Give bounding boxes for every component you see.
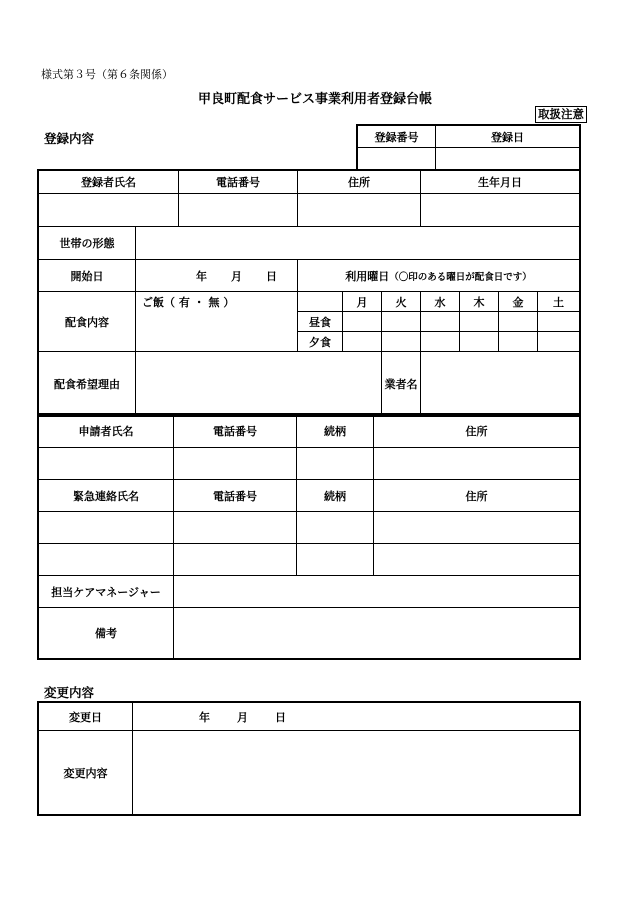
emergency2-phone-field[interactable] <box>174 544 297 576</box>
registration-section-title: 登録内容 <box>44 131 95 146</box>
weekday-wed: 水 <box>421 292 460 312</box>
registrant-table <box>38 170 580 416</box>
col-phone: 電話番号 <box>179 171 298 194</box>
col-birthdate: 生年月日 <box>421 171 580 194</box>
care-manager-field[interactable] <box>174 576 580 608</box>
start-day-label: 日 <box>266 269 277 283</box>
change-date-label: 変更日 <box>39 703 133 731</box>
page-title: 甲良町配食サービス事業利用者登録台帳 <box>197 92 432 107</box>
lunch-wed[interactable] <box>421 312 460 332</box>
applicant-name-field[interactable] <box>39 448 174 480</box>
emergency2-address-field[interactable] <box>374 544 580 576</box>
dinner-mon[interactable] <box>343 332 382 352</box>
dinner-label: 夕食 <box>298 332 343 352</box>
reg-date-field[interactable] <box>436 148 580 170</box>
weekday-thu: 木 <box>460 292 499 312</box>
change-day-label: 日 <box>275 710 286 724</box>
emergency-name-header: 緊急連絡氏名 <box>39 480 174 512</box>
reason-label: 配食希望理由 <box>39 352 136 416</box>
care-manager-label: 担当ケアマネージャー <box>39 576 174 608</box>
form-number: 様式第３号（第６条関係） <box>41 68 173 81</box>
reason-field[interactable] <box>136 352 382 416</box>
weekday-tue: 火 <box>382 292 421 312</box>
applicant-name-header: 申請者氏名 <box>39 415 174 448</box>
reg-number-label: 登録番号 <box>358 126 436 148</box>
lunch-thu[interactable] <box>460 312 499 332</box>
change-content-label: 変更内容 <box>39 731 133 815</box>
lunch-tue[interactable] <box>382 312 421 332</box>
emergency-phone-header: 電話番号 <box>174 480 297 512</box>
change-content-field[interactable] <box>133 731 580 815</box>
changes-table <box>38 702 580 815</box>
change-month-label: 月 <box>237 710 248 724</box>
weekday-mon: 月 <box>343 292 382 312</box>
emergency2-name-field[interactable] <box>39 544 174 576</box>
applicant-address-header: 住所 <box>374 415 580 448</box>
emergency2-relation-field[interactable] <box>297 544 374 576</box>
remarks-field[interactable] <box>174 608 580 659</box>
change-date-field[interactable] <box>133 703 580 731</box>
applicant-phone-field[interactable] <box>174 448 297 480</box>
change-year-label: 年 <box>199 710 210 724</box>
col-registrant-name: 登録者氏名 <box>39 171 179 194</box>
dinner-tue[interactable] <box>382 332 421 352</box>
applicant-relation-field[interactable] <box>297 448 374 480</box>
contact-table <box>38 414 580 659</box>
applicant-phone-header: 電話番号 <box>174 415 297 448</box>
changes-section-title: 変更内容 <box>44 685 95 700</box>
start-date-label: 開始日 <box>39 260 136 292</box>
registrant-phone-field[interactable] <box>179 194 298 227</box>
registrant-name-field[interactable] <box>39 194 179 227</box>
vendor-field[interactable] <box>421 352 580 416</box>
household-label: 世帯の形態 <box>39 227 136 260</box>
weekday-blank <box>298 292 343 312</box>
applicant-relation-header: 続柄 <box>297 415 374 448</box>
reg-date-label: 登録日 <box>436 126 580 148</box>
vendor-label: 業者名 <box>382 352 421 416</box>
lunch-mon[interactable] <box>343 312 382 332</box>
registrant-birthdate-field[interactable] <box>421 194 580 227</box>
start-month-label: 月 <box>231 269 242 283</box>
dinner-wed[interactable] <box>421 332 460 352</box>
usage-day-label: 利用曜日 <box>345 269 390 283</box>
emergency1-address-field[interactable] <box>374 512 580 544</box>
reg-number-field[interactable] <box>358 148 436 170</box>
usage-day-header <box>298 260 580 292</box>
lunch-sat[interactable] <box>538 312 580 332</box>
emergency1-name-field[interactable] <box>39 512 174 544</box>
applicant-address-field[interactable] <box>374 448 580 480</box>
remarks-label: 備考 <box>39 608 174 659</box>
registrant-address-field[interactable] <box>298 194 421 227</box>
emergency-relation-header: 続柄 <box>297 480 374 512</box>
lunch-label: 昼食 <box>298 312 343 332</box>
rice-option[interactable]: ご飯（ 有 ・ 無 ） <box>136 292 298 352</box>
emergency1-relation-field[interactable] <box>297 512 374 544</box>
emergency1-phone-field[interactable] <box>174 512 297 544</box>
start-date-field[interactable] <box>136 260 298 292</box>
registration-id-table <box>357 125 580 170</box>
start-year-label: 年 <box>196 269 207 283</box>
dinner-sat[interactable] <box>538 332 580 352</box>
emergency-address-header: 住所 <box>374 480 580 512</box>
weekday-fri: 金 <box>499 292 538 312</box>
weekday-sat: 土 <box>538 292 580 312</box>
usage-day-note: （〇印のある曜日が配食日です） <box>389 271 532 283</box>
dinner-fri[interactable] <box>499 332 538 352</box>
confidential-badge: 取扱注意 <box>535 106 587 123</box>
col-address: 住所 <box>298 171 421 194</box>
household-field[interactable] <box>136 227 580 260</box>
meal-content-label: 配食内容 <box>39 292 136 352</box>
dinner-thu[interactable] <box>460 332 499 352</box>
lunch-fri[interactable] <box>499 312 538 332</box>
